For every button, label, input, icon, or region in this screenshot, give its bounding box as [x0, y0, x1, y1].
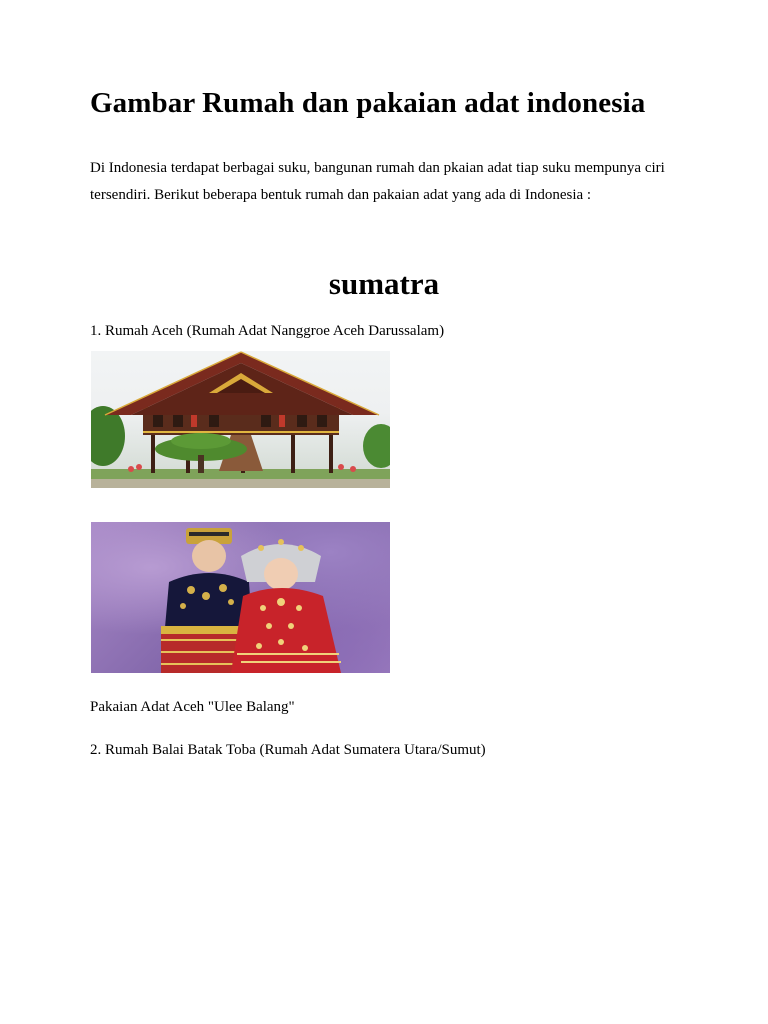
caption-pakaian-adat-aceh: Pakaian Adat Aceh "Ulee Balang": [90, 699, 295, 715]
intro-paragraph: Di Indonesia terdapat berbagai suku, bangunan rumah dan pkaian adat tiap suku mempunya ciri tersendiri. Berikut beberapa bentuk rumah dan pakaian adat yang ada di Indonesia :: [90, 160, 665, 203]
woman-figure: [231, 539, 341, 673]
section-title-sumatra: sumatra: [328, 266, 440, 301]
house-illustration: [91, 351, 390, 488]
rumah-aceh-photo: [91, 351, 390, 488]
document-title: Gambar Rumah dan pakaian adat indonesia: [90, 87, 646, 119]
costume-illustration: [91, 522, 390, 673]
pakaian-adat-aceh-photo: [91, 522, 390, 673]
list-item-rumah-batak-toba: 2. Rumah Balai Batak Toba (Rumah Adat Sumatera Utara/Sumut): [90, 742, 486, 758]
list-item-rumah-aceh: 1. Rumah Aceh (Rumah Adat Nanggroe Aceh Darussalam): [90, 323, 445, 339]
